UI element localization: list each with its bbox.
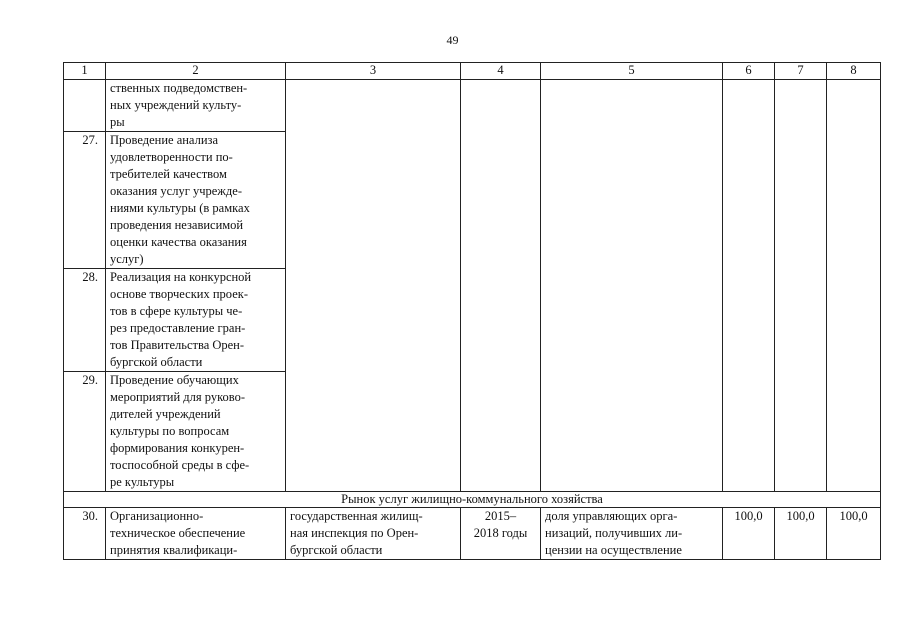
row-description: Проведение обучающих мероприятий для руково- дителей учреждений культуры по вопросам формирования конкурен- тоспособной среды в сфе- ре культуры xyxy=(106,372,286,492)
column-header: 7 xyxy=(775,63,827,80)
merged-cell-col4 xyxy=(461,80,541,492)
row-value-6: 100,0 xyxy=(723,508,775,560)
row-number: 27. xyxy=(64,132,106,269)
merged-cell-col8 xyxy=(827,80,881,492)
section-row xyxy=(64,492,881,508)
column-header: 1 xyxy=(64,63,106,80)
merged-cell-col3 xyxy=(286,80,461,492)
table-header-row xyxy=(64,63,881,80)
merged-cell-col5 xyxy=(541,80,723,492)
merged-cell-col6 xyxy=(723,80,775,492)
column-header: 3 xyxy=(286,63,461,80)
row-description: Реализация на конкурсной основе творческих проек- тов в сфере культуры че- рез предоставление гран- тов Правительства Орен- бургской области xyxy=(106,269,286,372)
row-description: ственных подведомствен- ных учреждений культу- ры xyxy=(106,80,286,132)
column-header: 2 xyxy=(106,63,286,80)
section-title: Рынок услуг жилищно-коммунального хозяйства xyxy=(64,492,881,508)
row-number xyxy=(64,80,106,132)
program-table xyxy=(63,62,881,560)
column-header: 8 xyxy=(827,63,881,80)
page-number: 49 xyxy=(446,33,459,47)
merged-cell-col7 xyxy=(775,80,827,492)
row-value-8: 100,0 xyxy=(827,508,881,560)
column-header: 4 xyxy=(461,63,541,80)
row-indicator: доля управляющих орга- низаций, получивших ли- цензии на осуществление xyxy=(541,508,723,560)
row-number: 28. xyxy=(64,269,106,372)
column-header: 5 xyxy=(541,63,723,80)
row-description: Организационно- техническое обеспечение принятия квалификаци- xyxy=(106,508,286,560)
row-number: 29. xyxy=(64,372,106,492)
row-responsible: государственная жилищ- ная инспекция по Орен- бургской области xyxy=(286,508,461,560)
row-value-7: 100,0 xyxy=(775,508,827,560)
row-number: 30. xyxy=(64,508,106,560)
column-header: 6 xyxy=(723,63,775,80)
table-row xyxy=(64,508,881,560)
row-period: 2015– 2018 годы xyxy=(461,508,541,560)
table-row xyxy=(64,80,881,132)
row-description: Проведение анализа удовлетворенности по- требителей качеством оказания услуг учрежде- ниями культуры (в рамках проведения независимой оценки качества оказания услуг) xyxy=(106,132,286,269)
